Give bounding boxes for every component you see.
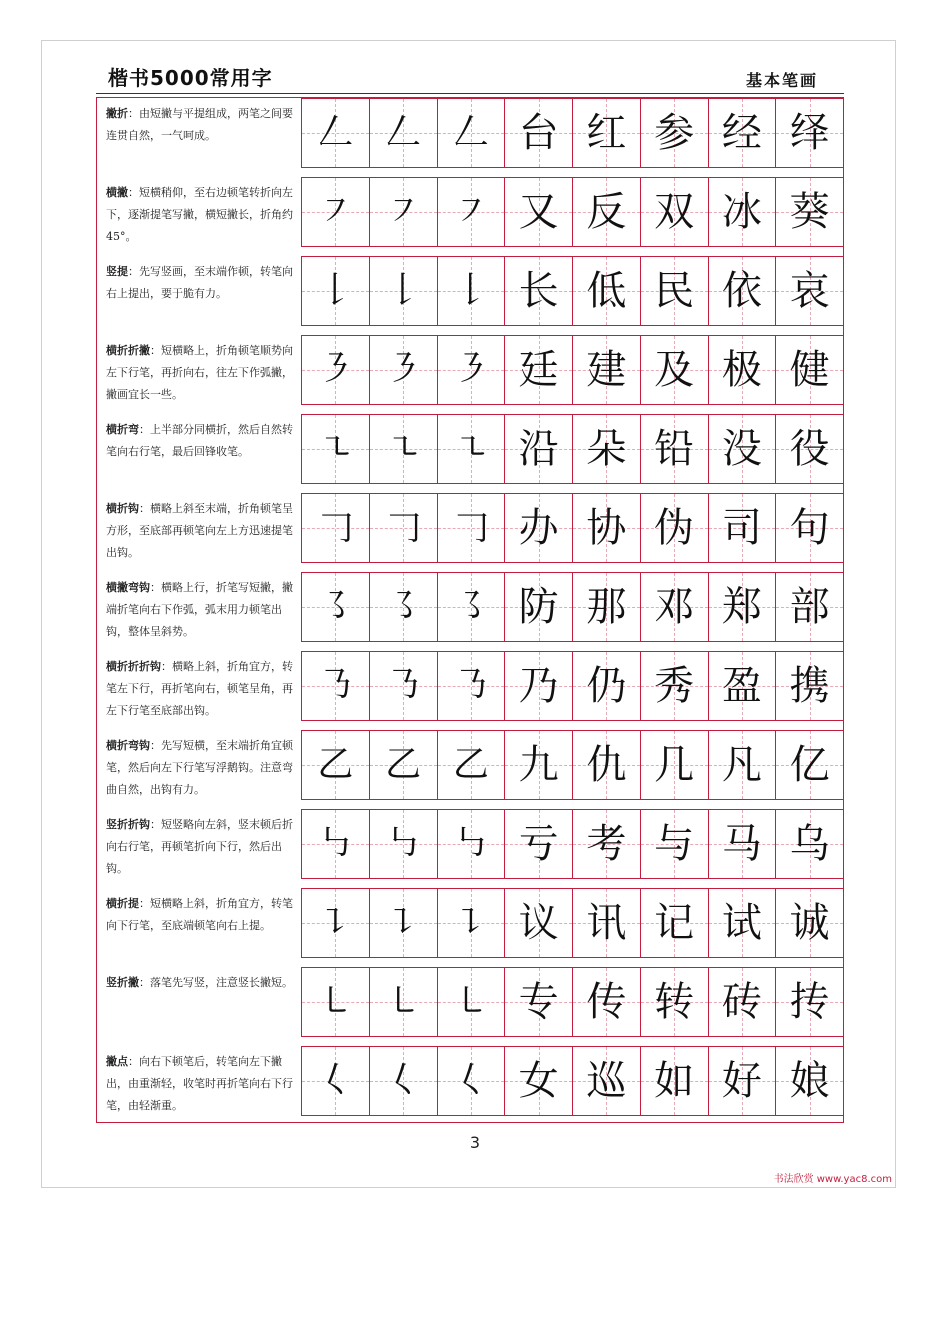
stroke-sample: 𠃋: [317, 112, 354, 153]
example-char-cell: [775, 414, 843, 484]
example-char-cell: [504, 98, 572, 168]
stroke-desc-text: 向右下顿笔后，转笔向左下撇出，由重渐轻，收笔时再折笔向右下行笔，由轻渐重。: [106, 1055, 293, 1112]
example-char: 红: [586, 110, 627, 156]
example-char-cell: [708, 888, 776, 958]
example-char: 铅: [654, 426, 695, 472]
watermark: 书法欣赏 www.yac8.com: [773, 1174, 892, 1185]
example-char: 记: [654, 900, 695, 946]
stroke-desc-text: 短横稍仰，至右边顿笔转折向左下，逐渐提笔写撇，横短撇长，折角约45°。: [106, 186, 293, 243]
stroke-colon: ：: [128, 107, 139, 120]
stroke-colon: ：: [128, 186, 139, 199]
example-char-cell: [708, 572, 776, 642]
stroke-sample: ㇍: [452, 428, 489, 469]
example-char-cell: [708, 967, 776, 1037]
example-char: 乌: [789, 821, 830, 867]
example-char-cell: [572, 730, 640, 800]
example-char: 转: [654, 979, 695, 1025]
stroke-sample-cell: [301, 809, 369, 879]
example-char: 沿: [518, 426, 559, 472]
example-char: 邓: [654, 584, 695, 630]
example-char: 协: [586, 505, 627, 551]
example-char-cell: [640, 335, 708, 405]
stroke-sample-cell: [301, 888, 369, 958]
stroke-colon: ：: [150, 739, 161, 752]
example-char-cell: [775, 493, 843, 563]
example-char: 如: [654, 1058, 695, 1104]
stroke-sample: ㇄: [452, 981, 489, 1022]
example-char: 办: [518, 505, 559, 551]
stroke-desc-text: 横略上行，折笔写短撇，撇端折笔向右下作弧，弧末用力顿笔出钩，整体呈斜势。: [106, 581, 293, 638]
example-char-cell: [572, 414, 640, 484]
stroke-sample-cell: [301, 335, 369, 405]
example-char: 句: [789, 505, 830, 551]
example-char: 朵: [586, 426, 627, 472]
example-char-cell: [708, 98, 776, 168]
example-char-cell: [640, 493, 708, 563]
stroke-sample: ㇋: [452, 349, 489, 390]
example-char-cell: [572, 335, 640, 405]
stroke-sample: 𠃋: [452, 112, 489, 153]
stroke-sample: ㇌: [385, 586, 422, 627]
stroke-sample: ㇋: [385, 349, 422, 390]
stroke-row: [97, 730, 843, 800]
example-char: 郑: [721, 584, 762, 630]
example-char-cell: [504, 1046, 572, 1116]
stroke-name: 横折弯: [106, 423, 139, 436]
example-char: 参: [654, 110, 695, 156]
book-title: 楷书5000常用字: [108, 66, 273, 90]
example-char-cell: [572, 651, 640, 721]
stroke-row: [97, 256, 843, 326]
example-char-cell: [504, 730, 572, 800]
example-char: 亿: [789, 742, 830, 788]
page-number: 3: [469, 1133, 481, 1152]
stroke-name: 横折钩: [106, 502, 139, 515]
example-char: 仍: [586, 663, 627, 709]
example-char-cell: [640, 651, 708, 721]
example-char-cell: [775, 1046, 843, 1116]
example-char-cell: [504, 177, 572, 247]
example-char-cell: [640, 177, 708, 247]
stroke-row: [97, 967, 843, 1037]
stroke-sample-cell: [301, 493, 369, 563]
stroke-colon: ：: [128, 265, 139, 278]
stroke-sample-cell: [369, 967, 437, 1037]
example-char-cell: [504, 888, 572, 958]
example-char: 巡: [586, 1058, 627, 1104]
stroke-description: [97, 256, 301, 326]
stroke-sample-cell: [369, 177, 437, 247]
stroke-name: 撇点: [106, 1055, 128, 1068]
example-char-cell: [708, 256, 776, 326]
stroke-colon: ：: [139, 502, 150, 515]
stroke-desc-text: 横略上斜至末端，折角顿笔呈方形，至底部再顿笔向左上方迅速提笔出钩。: [106, 502, 293, 559]
example-char: 凡: [721, 742, 762, 788]
example-char-cell: [572, 1046, 640, 1116]
example-char: 亏: [518, 821, 559, 867]
stroke-row: [97, 414, 843, 484]
stroke-description: [97, 98, 301, 168]
example-char: 砖: [721, 979, 762, 1025]
example-char: 好: [721, 1058, 762, 1104]
stroke-sample-cell: [437, 1046, 505, 1116]
stroke-desc-text: 先写竖画，至末端作顿，转笔向右上提出，要于脆有力。: [106, 265, 293, 300]
stroke-name: 横撇: [106, 186, 128, 199]
example-char: 反: [586, 189, 627, 235]
stroke-sample: 𡿨: [317, 1060, 354, 1101]
stroke-description: [97, 1046, 301, 1116]
example-char: 绎: [789, 110, 830, 156]
stroke-practice-grid: [96, 97, 844, 1123]
stroke-name: 竖折撇: [106, 976, 139, 989]
example-char: 经: [721, 110, 762, 156]
stroke-sample-cell: [301, 651, 369, 721]
stroke-sample: ㇍: [317, 428, 354, 469]
stroke-sample: 𠄌: [385, 270, 422, 311]
stroke-sample: 乙: [452, 744, 489, 785]
stroke-name: 横折弯钩: [106, 739, 150, 752]
example-char: 建: [586, 347, 627, 393]
stroke-row: [97, 1046, 843, 1116]
stroke-colon: ：: [139, 976, 150, 989]
stroke-sample: ㇡: [317, 665, 354, 706]
stroke-name: 横撇弯钩: [106, 581, 150, 594]
stroke-sample-cell: [437, 651, 505, 721]
example-char: 双: [654, 189, 695, 235]
stroke-description: [97, 414, 301, 484]
stroke-name: 横折折撇: [106, 344, 150, 357]
example-char: 诚: [789, 900, 830, 946]
stroke-sample-cell: [369, 414, 437, 484]
example-char-cell: [572, 888, 640, 958]
example-char-cell: [640, 572, 708, 642]
stroke-name: 竖折折钩: [106, 818, 150, 831]
example-char-cell: [640, 730, 708, 800]
example-char-cell: [708, 730, 776, 800]
stroke-sample-cell: [437, 572, 505, 642]
stroke-sample: 𡿨: [452, 1060, 489, 1101]
stroke-sample-cell: [437, 177, 505, 247]
example-char-cell: [640, 1046, 708, 1116]
stroke-sample: ㇌: [317, 586, 354, 627]
stroke-desc-text: 横略上斜，折角宜方，转笔左下行，再折笔向右，顿笔呈角，再左下行笔至底部出钩。: [106, 660, 293, 717]
example-char-cell: [504, 493, 572, 563]
example-char: 议: [518, 900, 559, 946]
example-char: 司: [721, 505, 762, 551]
stroke-sample: ㇌: [452, 586, 489, 627]
example-char-cell: [640, 98, 708, 168]
example-char: 仇: [586, 742, 627, 788]
example-char: 与: [654, 821, 695, 867]
stroke-sample-cell: [369, 98, 437, 168]
example-char: 长: [518, 268, 559, 314]
stroke-description: [97, 572, 301, 642]
stroke-sample-cell: [437, 256, 505, 326]
example-char: 那: [586, 584, 627, 630]
example-char-cell: [572, 572, 640, 642]
stroke-sample-cell: [369, 730, 437, 800]
stroke-sample-cell: [369, 335, 437, 405]
stroke-sample: 𠄌: [317, 270, 354, 311]
stroke-sample: 乙: [385, 744, 422, 785]
stroke-desc-text: 由短撇与平提组成，两笔之间要连贯自然，一气呵成。: [106, 107, 293, 142]
stroke-colon: ：: [128, 1055, 139, 1068]
stroke-sample: ㇍: [385, 428, 422, 469]
stroke-desc-text: 短横略上斜，折角宜方，转笔向下行笔，至底端顿笔向右上提。: [106, 897, 293, 932]
stroke-sample: 𠃌: [317, 507, 354, 548]
example-char: 又: [518, 189, 559, 235]
stroke-desc-text: 短横略上，折角顿笔顺势向左下行笔，再折向右，往左下作弧撇，撇画宜长一些。: [106, 344, 293, 401]
example-char: 抟: [789, 979, 830, 1025]
stroke-row: [97, 98, 843, 168]
stroke-description: [97, 651, 301, 721]
stroke-sample: ㇇: [317, 191, 354, 232]
example-char-cell: [708, 1046, 776, 1116]
example-char: 役: [789, 426, 830, 472]
stroke-sample-cell: [369, 1046, 437, 1116]
stroke-colon: ：: [150, 344, 161, 357]
stroke-desc-text: 落笔先写竖，注意竖长撇短。: [150, 976, 293, 989]
stroke-sample-cell: [301, 177, 369, 247]
stroke-sample-cell: [437, 730, 505, 800]
stroke-colon: ：: [150, 818, 161, 831]
example-char-cell: [504, 414, 572, 484]
example-char: 哀: [789, 268, 830, 314]
stroke-row: [97, 177, 843, 247]
example-char: 伪: [654, 505, 695, 551]
example-char: 携: [789, 663, 830, 709]
example-char-cell: [640, 256, 708, 326]
example-char-cell: [572, 809, 640, 879]
section-title: 基本笔画: [745, 71, 818, 90]
stroke-row: [97, 888, 843, 958]
example-char: 依: [721, 268, 762, 314]
example-char-cell: [504, 335, 572, 405]
stroke-sample: 𠃌: [452, 507, 489, 548]
stroke-description: [97, 335, 301, 405]
example-char: 及: [654, 347, 695, 393]
example-char: 专: [518, 979, 559, 1025]
example-char-cell: [775, 572, 843, 642]
stroke-sample-cell: [437, 967, 505, 1037]
example-char-cell: [572, 967, 640, 1037]
example-char: 女: [518, 1058, 559, 1104]
header-rule: [96, 93, 844, 94]
stroke-sample: ㇇: [452, 191, 489, 232]
example-char-cell: [572, 256, 640, 326]
stroke-sample: 乙: [317, 744, 354, 785]
example-char-cell: [708, 414, 776, 484]
example-char: 马: [721, 821, 762, 867]
stroke-description: [97, 493, 301, 563]
stroke-sample: ㇇: [385, 191, 422, 232]
stroke-sample-cell: [301, 572, 369, 642]
example-char-cell: [504, 967, 572, 1037]
stroke-colon: ：: [150, 581, 161, 594]
stroke-row: [97, 809, 843, 879]
example-char-cell: [504, 256, 572, 326]
stroke-sample-cell: [369, 888, 437, 958]
example-char-cell: [708, 651, 776, 721]
example-char-cell: [775, 967, 843, 1037]
stroke-sample-cell: [437, 414, 505, 484]
stroke-sample: ㇊: [317, 902, 354, 943]
example-char-cell: [708, 809, 776, 879]
stroke-name: 竖提: [106, 265, 128, 278]
example-char-cell: [640, 809, 708, 879]
example-char-cell: [708, 335, 776, 405]
example-char-cell: [775, 809, 843, 879]
example-char: 极: [721, 347, 762, 393]
stroke-sample-cell: [301, 256, 369, 326]
stroke-sample-cell: [301, 1046, 369, 1116]
example-char: 盈: [721, 663, 762, 709]
stroke-description: [97, 177, 301, 247]
example-char: 试: [721, 900, 762, 946]
example-char: 娘: [789, 1058, 830, 1104]
stroke-sample-cell: [437, 888, 505, 958]
stroke-sample: ㇉: [317, 823, 354, 864]
stroke-sample: ㇊: [452, 902, 489, 943]
stroke-sample-cell: [301, 98, 369, 168]
example-char: 秀: [654, 663, 695, 709]
stroke-sample-cell: [369, 493, 437, 563]
example-char-cell: [775, 651, 843, 721]
example-char-cell: [572, 98, 640, 168]
example-char-cell: [775, 888, 843, 958]
example-char: 没: [721, 426, 762, 472]
stroke-sample: 𡿨: [385, 1060, 422, 1101]
example-char: 廷: [518, 347, 559, 393]
stroke-name: 横折折折钩: [106, 660, 161, 673]
stroke-sample: ㇋: [317, 349, 354, 390]
stroke-desc-text: 先写短横，至末端折角宜顿笔，然后向左下行笔写浮鹅钩。注意弯曲自然，出钩有力。: [106, 739, 293, 796]
stroke-description: [97, 730, 301, 800]
stroke-description: [97, 809, 301, 879]
example-char: 考: [586, 821, 627, 867]
stroke-colon: ：: [161, 660, 172, 673]
example-char-cell: [572, 177, 640, 247]
example-char: 防: [518, 584, 559, 630]
example-char-cell: [775, 256, 843, 326]
stroke-sample-cell: [369, 651, 437, 721]
stroke-row: [97, 651, 843, 721]
stroke-sample: 𠃌: [385, 507, 422, 548]
example-char-cell: [708, 493, 776, 563]
stroke-description: [97, 888, 301, 958]
stroke-sample-cell: [437, 493, 505, 563]
stroke-desc-text: 短竖略向左斜，竖末顿后折向右行笔，再顿笔折向下行，然后出钩。: [106, 818, 293, 875]
stroke-sample-cell: [437, 98, 505, 168]
example-char-cell: [775, 335, 843, 405]
example-char: 冰: [721, 189, 762, 235]
example-char: 部: [789, 584, 830, 630]
example-char-cell: [708, 177, 776, 247]
example-char-cell: [640, 414, 708, 484]
example-char: 低: [586, 268, 627, 314]
example-char: 九: [518, 742, 559, 788]
stroke-colon: ：: [139, 897, 150, 910]
stroke-sample-cell: [437, 809, 505, 879]
example-char-cell: [572, 493, 640, 563]
stroke-colon: ：: [139, 423, 150, 436]
stroke-name: 撇折: [106, 107, 128, 120]
example-char-cell: [775, 730, 843, 800]
example-char-cell: [504, 809, 572, 879]
example-char: 讯: [586, 900, 627, 946]
example-char: 台: [518, 110, 559, 156]
stroke-sample-cell: [437, 335, 505, 405]
stroke-sample-cell: [301, 414, 369, 484]
example-char: 健: [789, 347, 830, 393]
stroke-sample: 𠄌: [452, 270, 489, 311]
example-char: 乃: [518, 663, 559, 709]
stroke-name: 横折提: [106, 897, 139, 910]
example-char: 葵: [789, 189, 830, 235]
stroke-row: [97, 493, 843, 563]
example-char-cell: [504, 651, 572, 721]
stroke-row: [97, 335, 843, 405]
example-char: 几: [654, 742, 695, 788]
stroke-sample-cell: [301, 967, 369, 1037]
stroke-sample: ㇡: [385, 665, 422, 706]
example-char-cell: [775, 177, 843, 247]
stroke-sample-cell: [369, 809, 437, 879]
stroke-sample: ㇊: [385, 902, 422, 943]
stroke-sample: ㇉: [452, 823, 489, 864]
example-char: 民: [654, 268, 695, 314]
stroke-sample: ㇄: [385, 981, 422, 1022]
stroke-sample-cell: [301, 730, 369, 800]
stroke-sample: ㇄: [317, 981, 354, 1022]
stroke-row: [97, 572, 843, 642]
example-char-cell: [775, 98, 843, 168]
stroke-sample: ㇡: [452, 665, 489, 706]
stroke-sample-cell: [369, 256, 437, 326]
stroke-description: [97, 967, 301, 1037]
example-char-cell: [640, 888, 708, 958]
stroke-desc-text: 上半部分同横折，然后自然转笔向右行笔，最后回锋收笔。: [106, 423, 293, 458]
example-char: 传: [586, 979, 627, 1025]
example-char-cell: [640, 967, 708, 1037]
stroke-sample: 𠃋: [385, 112, 422, 153]
stroke-sample: ㇉: [385, 823, 422, 864]
stroke-sample-cell: [369, 572, 437, 642]
example-char-cell: [504, 572, 572, 642]
